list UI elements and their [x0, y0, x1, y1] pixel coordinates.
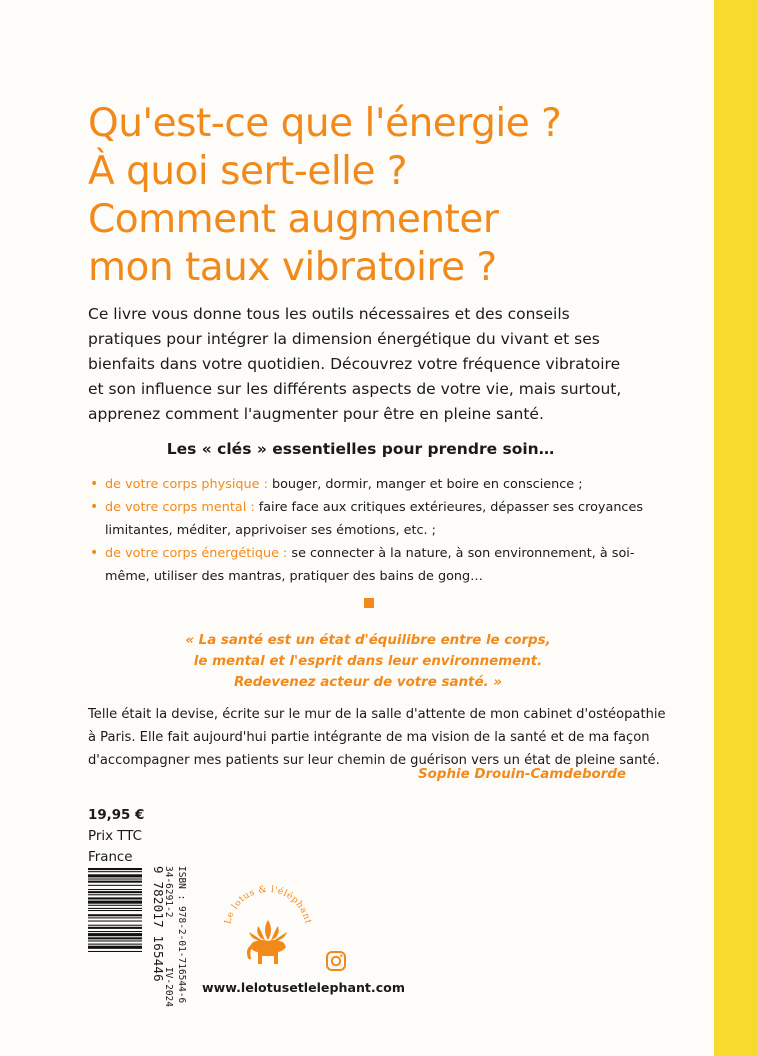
list-item-key: de votre corps physique : — [105, 477, 268, 492]
closing-line: Telle était la devise, écrite sur le mur de la salle d'attente de mon cabinet d'ostéopathie — [88, 707, 666, 722]
bullet-icon: • — [90, 499, 99, 515]
barcode-bar — [88, 937, 142, 939]
edition-code: IV-2024 — [163, 966, 174, 1007]
instagram-icon[interactable] — [324, 949, 348, 973]
closing-paragraph — [88, 703, 668, 772]
barcode-bar — [88, 914, 142, 916]
website-link[interactable]: www.lelotusetlelephant.com — [202, 980, 405, 995]
barcode-icon — [88, 868, 142, 994]
closing-line: à Paris. Elle fait aujourd'hui partie intégrante de ma vision de la santé et de ma façon — [88, 730, 650, 745]
barcode-bar — [88, 871, 142, 872]
headline-line: Qu'est-ce que l'énergie ? — [88, 101, 562, 146]
headline-line: À quoi sert-elle ? — [88, 149, 408, 194]
bullet-icon: • — [90, 545, 99, 561]
barcode-bar — [88, 889, 142, 890]
separator-square-icon — [364, 598, 374, 608]
keys-list — [88, 473, 648, 588]
list-item-key: de votre corps mental : — [105, 500, 255, 515]
barcode-bar — [88, 933, 142, 936]
svg-text:Le lotus & l'éléphant — [223, 885, 312, 925]
headline-line: mon taux vibratoire ? — [88, 245, 497, 290]
barcode-bar — [88, 879, 142, 880]
bullet-icon: • — [90, 476, 99, 492]
barcode-bar — [88, 951, 142, 952]
barcode-bar — [88, 921, 142, 922]
barcode-bar — [88, 881, 142, 883]
quote-line: Redevenez acteur de votre santé. » — [233, 675, 502, 690]
list-item-text: bouger, dormir, manger et boire en conscience ; — [267, 477, 583, 492]
quote-line: le mental et l'esprit dans leur environnement. — [193, 654, 543, 669]
barcode-bar — [88, 927, 142, 929]
list-item-key: de votre corps énergétique : — [105, 546, 288, 561]
list-item-text: se connecter à la nature, à son environnement, à soi-même, utiliser des mantras, pratiquer des bains de gong… — [105, 546, 635, 584]
list-item — [88, 473, 648, 496]
price-amount: 19,95 € — [88, 808, 145, 823]
price-block — [88, 805, 144, 868]
list-item — [88, 542, 648, 588]
logo-text: Le lotus & l'éléphant — [223, 884, 313, 926]
barcode-bar — [88, 901, 142, 904]
price-tax-label: Prix TTC — [88, 829, 142, 844]
barcode-bar — [88, 874, 142, 877]
price-country: France — [88, 850, 133, 865]
barcode-bar — [88, 940, 142, 941]
barcode-bar — [88, 917, 142, 918]
product-code — [163, 866, 174, 1007]
product-code-number: 34-6291-2 — [163, 866, 174, 918]
isbn-number: ISBN : 978-2-01-716544-6 — [176, 866, 187, 1004]
barcode-bar — [88, 885, 142, 886]
headline — [88, 100, 648, 292]
barcode-bar — [88, 894, 142, 895]
barcode-bar — [88, 944, 142, 945]
barcode-bar — [88, 905, 142, 906]
keys-title: Les « clés » essentielles pour prendre soin… — [166, 440, 555, 458]
barcode-bar — [88, 910, 142, 911]
publisher-logo-icon — [218, 868, 318, 973]
barcode-bar — [88, 925, 142, 926]
list-item-text: faire face aux critiques extérieures, dépasser ses croyances limitantes, méditer, apprivoiser ses émotions, etc. ; — [105, 500, 644, 538]
barcode-bar — [88, 908, 142, 909]
barcode-bar — [88, 868, 142, 870]
closing-line: d'accompagner mes patients sur leur chemin de guérison vers un état de pleine santé. — [88, 753, 660, 768]
intro-paragraph: Ce livre vous donne tous les outils nécessaires et des conseils pratiques pour intégrer la dimension énergétique du vivant et ses bienfaits dans votre quotidien. Découvrez votre fréquence vibratoire et son influence sur les différents aspects de votre vie, mais surtout, apprenez comment l'augmenter pour être en pleine santé. — [88, 305, 622, 423]
book-spine — [714, 0, 758, 1056]
headline-line: Comment augmenter — [88, 197, 499, 242]
quote-line: « La santé est un état d'équilibre entre le corps, — [185, 633, 551, 648]
barcode-digits: 9 782017 165446 — [151, 866, 166, 982]
quote — [88, 630, 648, 693]
author-signature: Sophie Drouin-Camdeborde — [418, 767, 626, 782]
list-item — [88, 496, 648, 542]
barcode-bar — [88, 946, 142, 949]
barcode-bar — [88, 891, 142, 893]
barcode-bar — [88, 897, 142, 899]
barcode-bar — [88, 931, 142, 932]
